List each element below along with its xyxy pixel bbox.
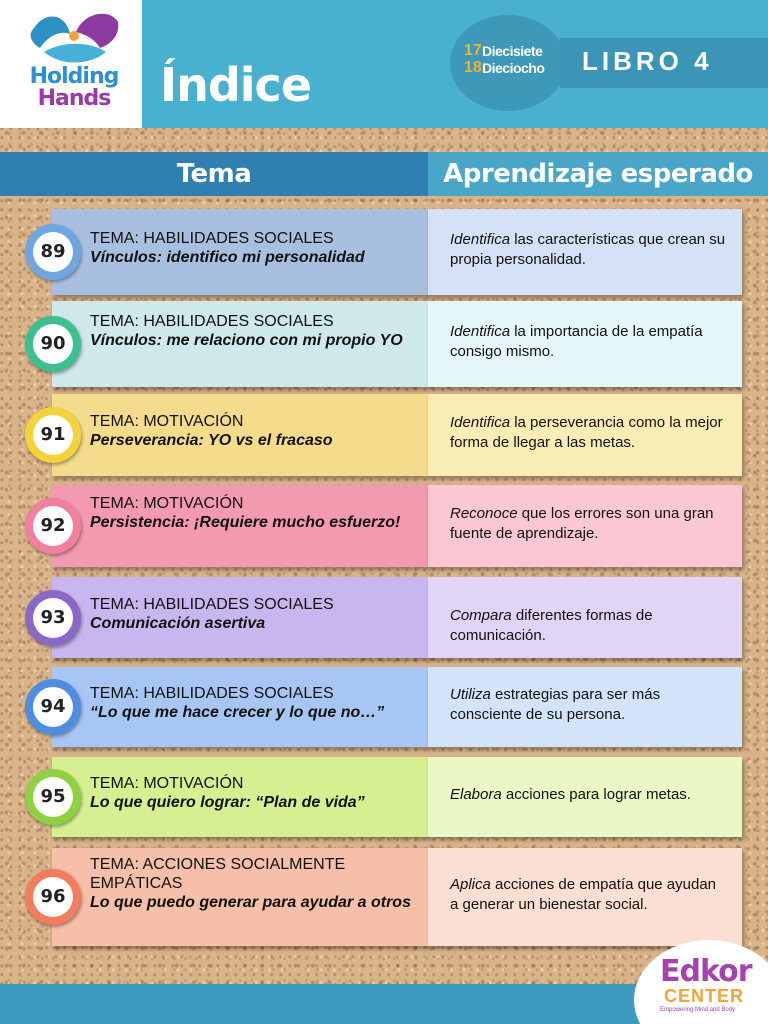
goal-verb: Identifica	[450, 414, 511, 431]
learning-goal-text	[450, 230, 728, 270]
table-row	[0, 394, 768, 476]
topic-title: Comunicación asertiva	[90, 615, 266, 632]
goal-description: diferentes formas de comunicación.	[450, 607, 653, 644]
topic-text	[90, 229, 416, 267]
table-row	[0, 209, 768, 295]
learning-goal-card	[428, 394, 742, 476]
lesson-number: 91	[33, 415, 73, 455]
topic-label: TEMA: HABILIDADES SOCIALES	[90, 230, 334, 247]
learning-goal-text	[450, 413, 728, 453]
lesson-number-badge	[25, 769, 81, 825]
edkor-tagline: Empowering Mind and Body	[660, 1007, 736, 1013]
lesson-number-badge	[25, 869, 81, 925]
table-row	[0, 667, 768, 747]
topic-card	[52, 757, 428, 837]
learning-goal-text	[450, 504, 728, 544]
table-row	[0, 577, 768, 658]
topic-label: TEMA: MOTIVACIÓN	[90, 495, 244, 512]
lesson-number-badge	[25, 316, 81, 372]
learning-goal-card	[428, 209, 742, 295]
lesson-number-badge	[25, 224, 81, 280]
goal-description: la importancia de la empatía consigo mismo.	[450, 323, 703, 360]
topic-text	[90, 855, 416, 912]
topic-text	[90, 684, 416, 722]
goal-verb: Identifica	[450, 323, 511, 340]
lesson-number: 94	[33, 687, 73, 727]
topic-label: TEMA: MOTIVACIÓN	[90, 413, 244, 430]
goal-verb: Elabora	[450, 786, 502, 803]
edkor-center-logo	[634, 940, 768, 1024]
topic-title: Persistencia: ¡Requiere mucho esfuerzo!	[90, 514, 401, 531]
learning-goal-card	[428, 757, 742, 837]
topic-card	[52, 667, 428, 747]
logo-text	[24, 66, 124, 110]
years-word-top: Diecisiete	[482, 43, 543, 59]
header-bar	[0, 0, 768, 128]
lesson-number: 96	[33, 877, 73, 917]
column-header-goal: Aprendizaje esperado	[428, 152, 768, 196]
topic-label: TEMA: ACCIONES SOCIALMENTE EMPÁTICAS	[90, 856, 346, 892]
topic-card	[52, 394, 428, 476]
topic-card	[52, 209, 428, 295]
topic-text	[90, 494, 416, 532]
lesson-number-badge	[25, 590, 81, 646]
table-row	[0, 485, 768, 567]
goal-verb: Aplica	[450, 876, 491, 893]
lesson-number-badge	[25, 498, 81, 554]
lesson-number-badge	[25, 679, 81, 735]
edkor-brand: Edkor	[660, 954, 752, 989]
learning-goal-text	[450, 685, 728, 725]
edkor-brand-sub: CENTER	[664, 986, 745, 1006]
learning-goal-text	[450, 875, 728, 915]
topic-title: Lo que quiero lograr: “Plan de vida”	[90, 794, 365, 811]
goal-description: las características que crean su propia personalidad.	[450, 231, 726, 268]
book-label: LIBRO 4	[582, 46, 713, 76]
topic-card	[52, 577, 428, 658]
topic-label: TEMA: HABILIDADES SOCIALES	[90, 313, 334, 330]
topic-label: TEMA: MOTIVACIÓN	[90, 775, 244, 792]
table-row	[0, 848, 768, 946]
learning-goal-card	[428, 667, 742, 747]
topic-title: Perseverancia: YO vs el fracaso	[90, 432, 333, 449]
topic-label: TEMA: HABILIDADES SOCIALES	[90, 685, 334, 702]
goal-description: acciones de empatía que ayudan a generar un bienestar social.	[450, 876, 717, 913]
learning-goal-card	[428, 485, 742, 567]
topic-title: Vínculos: identifico mi personalidad	[90, 249, 365, 266]
lesson-number: 89	[33, 232, 73, 272]
learning-goal-card	[428, 301, 742, 387]
years-number	[464, 42, 482, 76]
lesson-number: 93	[33, 598, 73, 638]
learning-goal-text	[450, 606, 728, 646]
book-banner	[560, 38, 768, 88]
column-header-topic: Tema	[0, 152, 428, 196]
lesson-number-badge	[25, 407, 81, 463]
learning-goal-text	[450, 785, 728, 805]
learning-goal-card	[428, 577, 742, 658]
table-row	[0, 757, 768, 837]
topic-text	[90, 595, 416, 633]
logo-line2: Hands	[37, 86, 111, 111]
goal-verb: Identifica	[450, 231, 511, 248]
lesson-number: 92	[33, 506, 73, 546]
topic-title: Vínculos: me relaciono con mi propio YO	[90, 332, 403, 349]
topic-text	[90, 312, 416, 350]
holding-hands-logo	[0, 0, 142, 128]
topic-text	[90, 774, 416, 812]
goal-verb: Utiliza	[450, 686, 491, 703]
topic-card	[52, 485, 428, 567]
learning-goal-text	[450, 322, 728, 362]
goal-description: acciones para lograr metas.	[501, 786, 691, 803]
topic-label: TEMA: HABILIDADES SOCIALES	[90, 596, 334, 613]
topic-title: “Lo que me hace crecer y lo que no…”	[90, 704, 385, 721]
lesson-number: 95	[33, 777, 73, 817]
goal-verb: Compara	[450, 607, 512, 624]
goal-description: que los errores son una gran fuente de aprendizaje.	[450, 505, 714, 542]
goal-description: estrategias para ser más consciente de su persona.	[450, 686, 661, 723]
years-badge	[450, 15, 566, 111]
logo-line1: Holding	[29, 64, 119, 89]
years-num-top: 17	[464, 42, 482, 59]
topic-card	[52, 301, 428, 387]
goal-verb: Reconoce	[450, 505, 518, 522]
years-words	[482, 43, 544, 77]
topic-title: Lo que puedo generar para ayudar a otros	[90, 894, 411, 911]
years-word-bottom: Dieciocho	[482, 60, 545, 76]
lesson-number: 90	[33, 324, 73, 364]
goal-description: la perseverancia como la mejor forma de llegar a las metas.	[450, 414, 723, 451]
topic-card	[52, 848, 428, 946]
table-row	[0, 301, 768, 387]
page-title: Índice	[160, 58, 312, 112]
topic-text	[90, 412, 416, 450]
years-num-bottom: 18	[464, 59, 482, 76]
learning-goal-card	[428, 848, 742, 946]
